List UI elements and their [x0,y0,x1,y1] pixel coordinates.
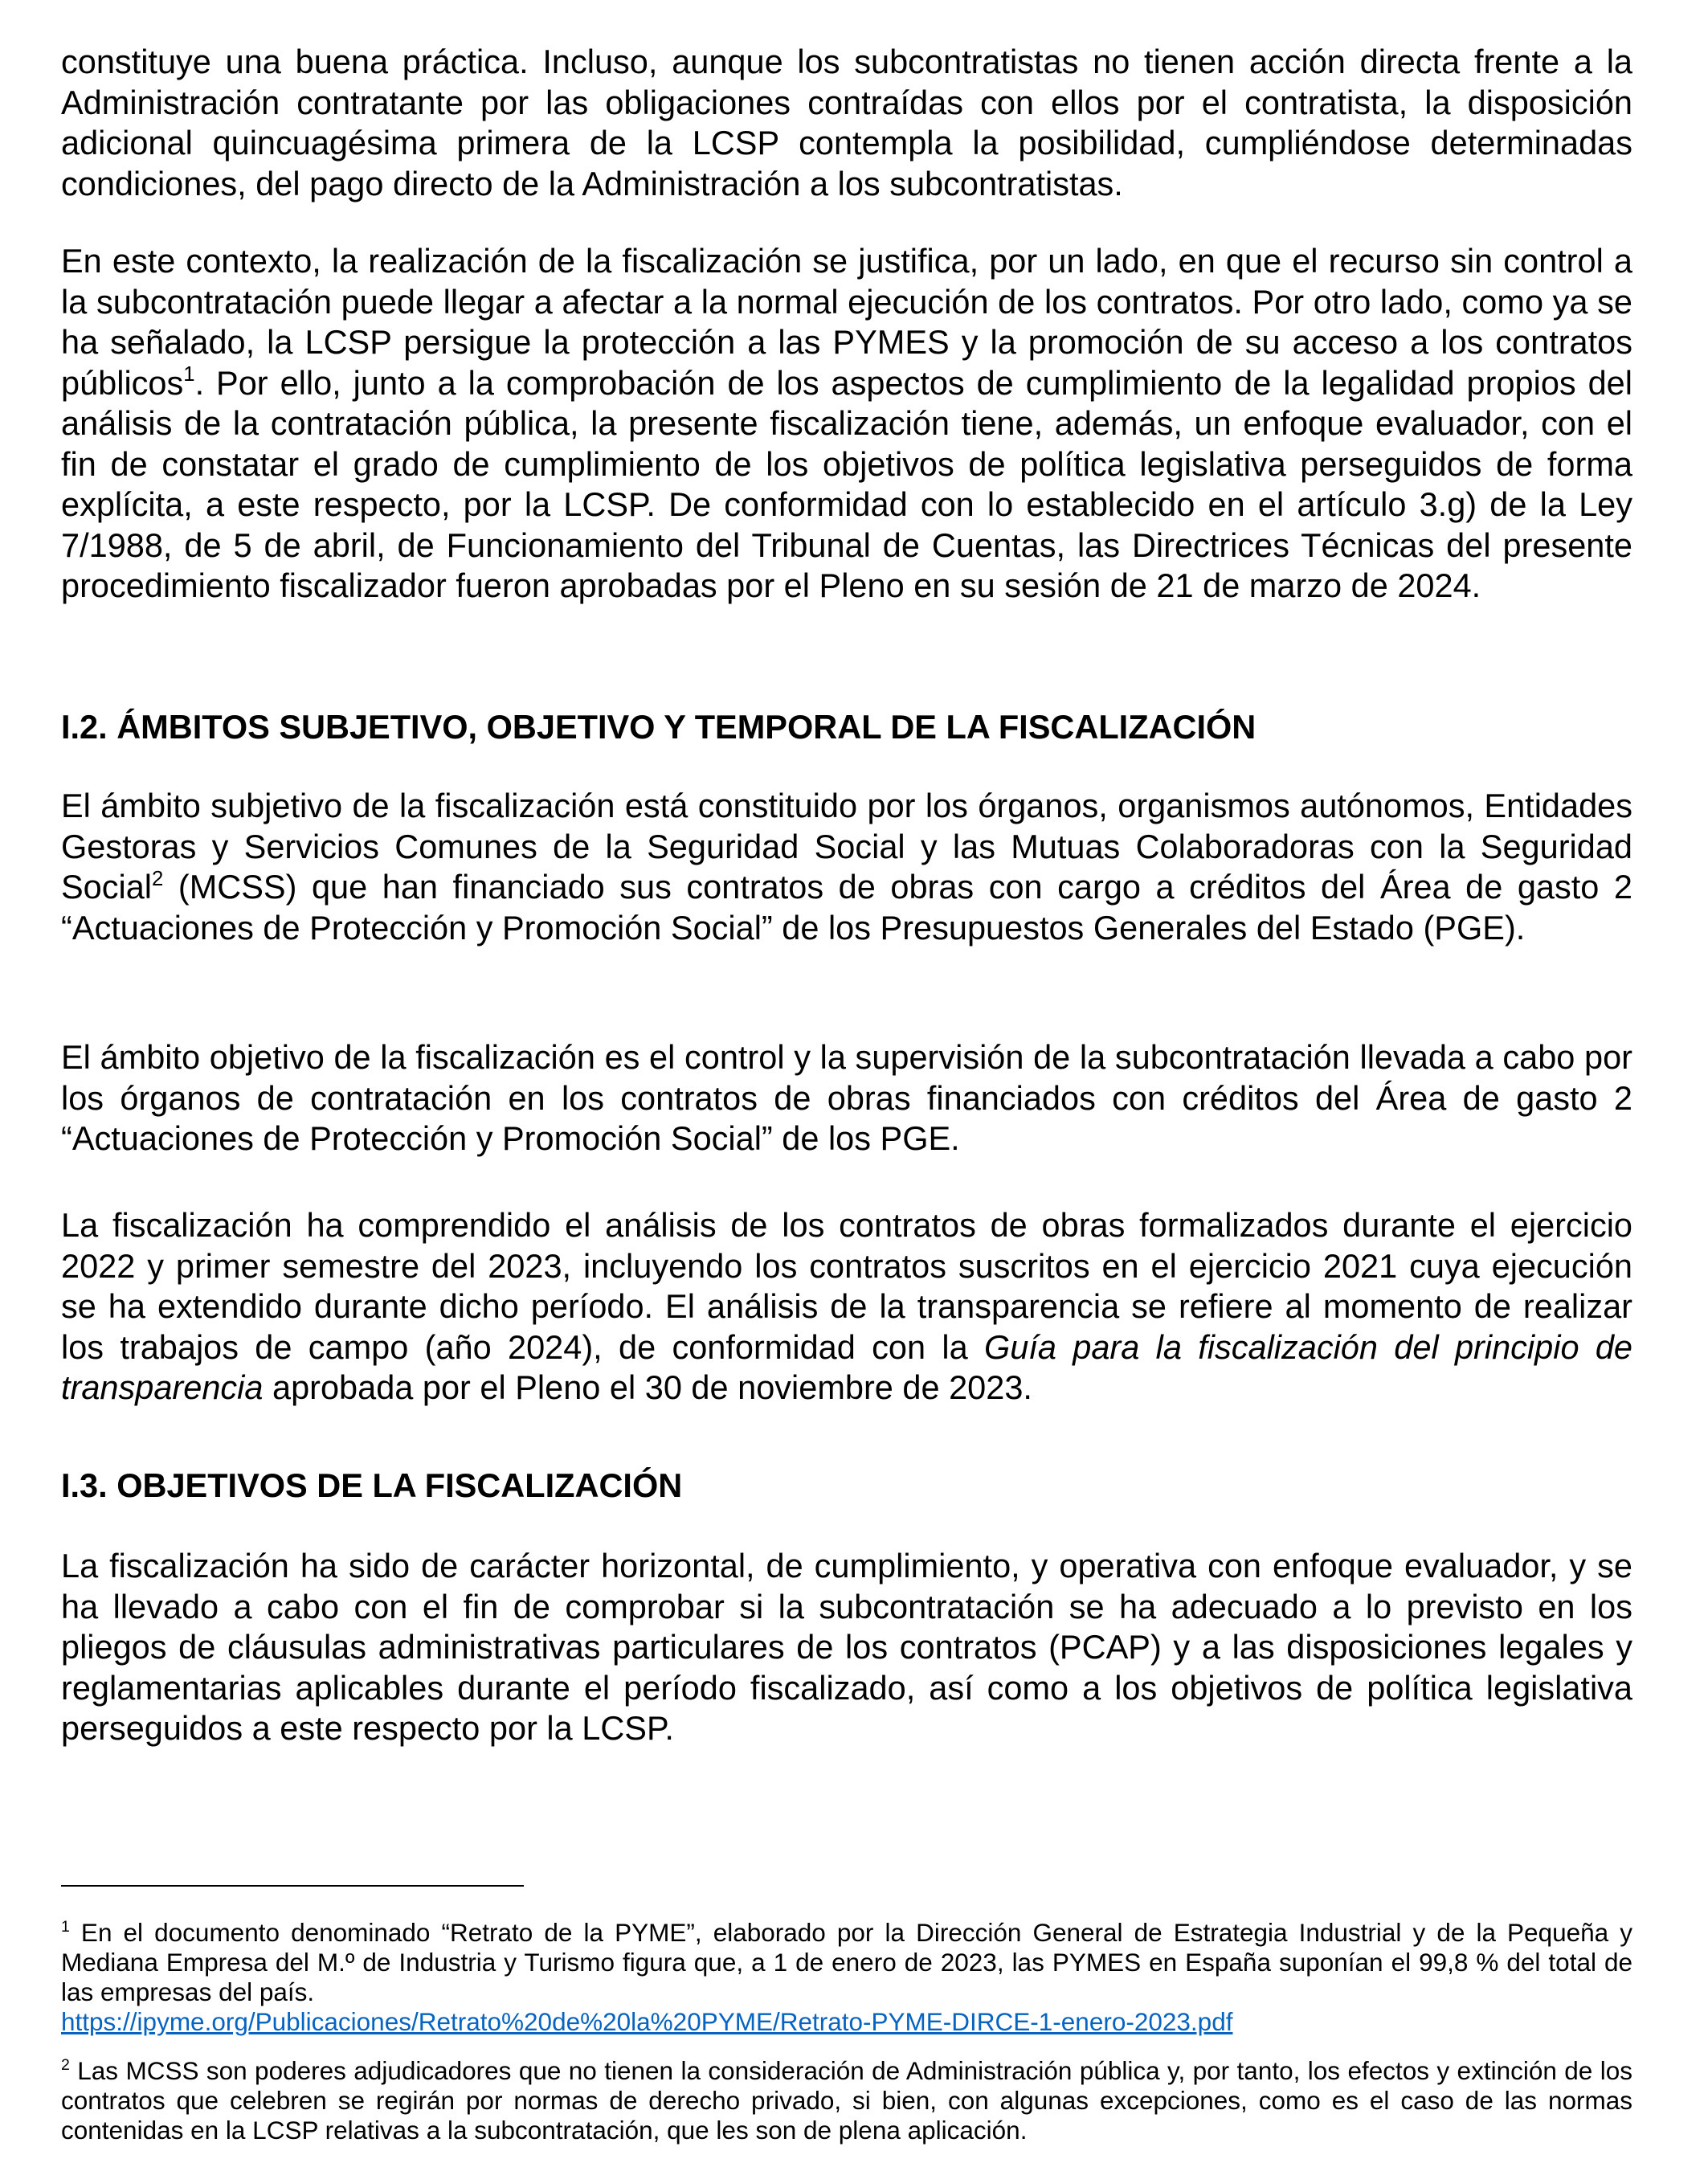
section-heading-i2: I.2. ÁMBITOS SUBJETIVO, OBJETIVO Y TEMPORAL DE LA FISCALIZACIÓN [61,708,1256,746]
paragraph-ambito-subjetivo [61,786,1632,948]
footnote-text: En el documento denominado “Retrato de la PYME”, elaborado por la Dirección General de Estrategia Industrial y de la Pequeña y Mediana Empresa del M.º de Industria y Turismo figura que, a 1 de enero de 2023, las PYMES en España suponían el 99,8 % del total de las empresas del país. [61,1918,1632,2006]
paragraph-text: En este contexto, la realización de la fiscalización se justifica, por un lado, en que el recurso sin control a la subcontratación puede llegar a afectar a la normal ejecución de los contratos. Por otro lado, como ya se ha señalado, la LCSP persigue la protección a las PYMES y la promoción de su acceso a los contratos públicos [61,242,1632,402]
footnote-2 [61,2056,1632,2145]
footnote-separator [61,1885,524,1887]
footnote-mark-2: 2 [61,2055,70,2074]
paragraph-subcontratistas-pago-directo [61,42,1632,204]
paragraph-text: aprobada por el Pleno el 30 de noviembre de 2023. [263,1368,1032,1406]
section-heading-i3: I.3. OBJETIVOS DE LA FISCALIZACIÓN [61,1466,683,1504]
paragraph-ambito-temporal [61,1205,1632,1409]
paragraph-ambito-objetivo [61,1037,1632,1159]
paragraph-objetivos [61,1546,1632,1749]
footnote-link-retrato-pyme[interactable]: https://ipyme.org/Publicaciones/Retrato%20de%20la%20PYME/Retrato-PYME-DIRCE-1-enero-2023.pdf [61,2007,1233,2036]
paragraph-text: . Por ello, junto a la comprobación de los aspectos de cumplimiento de la legalidad propios del análisis de la contratación pública, la presente fiscalización tiene, además, un enfoque evaluador, con el fin de constatar el grado de cumplimiento de los objetivos de política legislativa perseguidos de forma explícita, a este respecto, por la LCSP. De conformidad con lo establecido en el artículo 3.g) de la Ley 7/1988, de 5 de abril, de Funcionamiento del Tribunal de Cuentas, las Directrices Técnicas del presente procedimiento fiscalizador fueron aprobadas por el Pleno en su sesión de 21 de marzo de 2024. [61,363,1632,604]
paragraph-text: constituye una buena práctica. Incluso, aunque los subcontratistas no tienen acción directa frente a la Administración contratante por las obligaciones contraídas con ellos por el contratista, la disposición adicional quincuagésima primera de la LCSP contempla la posibilidad, cumpliéndose determinadas condiciones, del pago directo de la Administración a los subcontratistas. [61,43,1632,202]
footnote-mark-1: 1 [61,1917,70,1936]
footnote-reference-2[interactable]: 2 [152,867,164,890]
paragraph-contexto-fiscalizacion [61,241,1632,607]
paragraph-text: El ámbito subjetivo de la fiscalización está constituido por los órganos, organismos autónomos, Entidades Gestoras y Servicios Comunes de la Seguridad Social y las Mutuas Colaboradoras con la Seguridad Social [61,787,1632,906]
paragraph-text: El ámbito objetivo de la fiscalización es el control y la supervisión de la subcontratación llevada a cabo por los órganos de contratación en los contratos de obras financiados con créditos del Área de gasto 2 “Actuaciones de Protección y Promoción Social” de los PGE. [61,1038,1632,1157]
guide-title-italic: Guía para la fiscalización del principio de transparencia [61,1327,1632,1406]
footnote-reference-1[interactable]: 1 [183,363,195,386]
footnote-1 [61,1918,1632,2037]
paragraph-text: La fiscalización ha sido de carácter horizontal, de cumplimiento, y operativa con enfoque evaluador, y se ha llevado a cabo con el fin de comprobar si la subcontratación se ha adecuado a lo previsto en los pliegos de cláusulas administrativas particulares de los contratos (PCAP) y a las disposiciones legales y reglamentarias aplicables durante el período fiscalizado, así como a los objetivos de política legislativa perseguidos a este respecto por la LCSP. [61,1547,1632,1747]
paragraph-text: (MCSS) que han financiado sus contratos de obras con cargo a créditos del Área de gasto 2 “Actuaciones de Protección y Promoción Social” de los Presupuestos Generales del Estado (PGE). [61,868,1632,947]
footnote-text: Las MCSS son poderes adjudicadores que no tienen la consideración de Administración pública y, por tanto, los efectos y extinción de los contratos que celebren se regirán por normas de derecho privado, si bien, con algunas excepciones, como es el caso de las normas contenidas en la LCSP relativas a la subcontratación, que les son de plena aplicación. [61,2056,1632,2145]
paragraph-text: La fiscalización ha comprendido el análisis de los contratos de obras formalizados durante el ejercicio 2022 y primer semestre del 2023, incluyendo los contratos suscritos en el ejercicio 2021 cuya ejecución se ha extendido durante dicho período. El análisis de la transparencia se refiere al momento de realizar los trabajos de campo (año 2024), de conformidad con la [61,1206,1632,1366]
